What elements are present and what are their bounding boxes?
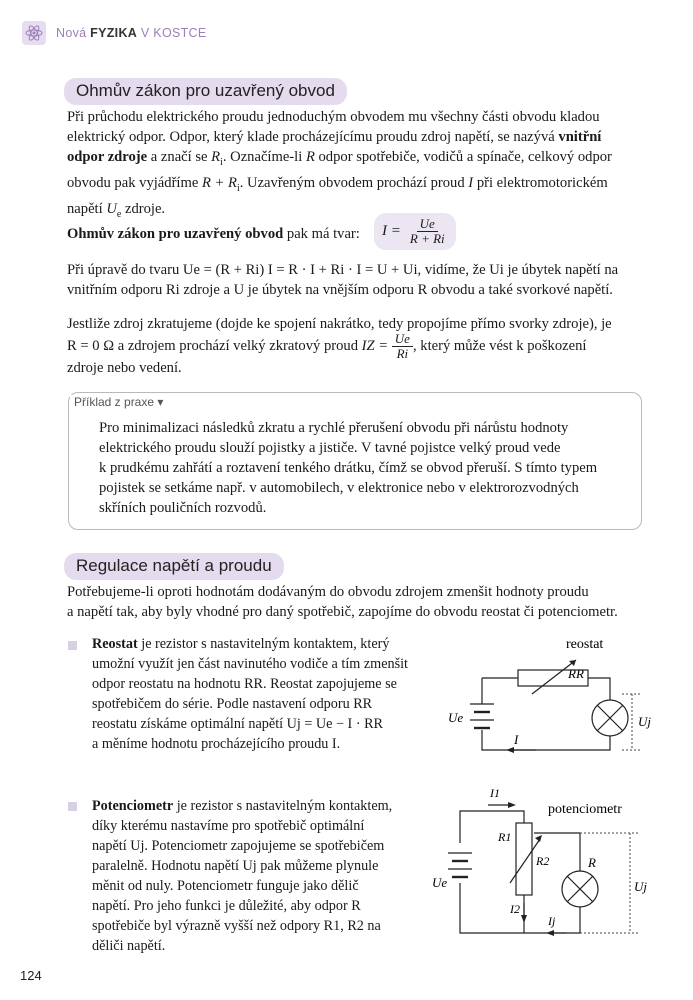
paragraph-regulation-intro: Potřebujeme-li oproti hodnotám dodávaným do obvodu zdrojem zmenšit hodnoty proudu a napětí tak, aby byly vhodné pro daný spotřebič, zapojíme do obvodu reostat či potenciometr.	[67, 584, 618, 620]
paragraph-ohm-derivation: Při úpravě do tvaru Ue = (R + Ri) I = R · I + Ri · I = U + Ui, vidíme, že Ui je úbytek napětí na vnitřním odporu Ri zdroje a U je úbytek na vnějším odporu R obvodu a také svorkové napětí.	[67, 262, 619, 298]
svg-text:I1: I1	[490, 786, 500, 800]
svg-text:I: I	[514, 732, 519, 747]
svg-text:Uj: Uj	[638, 714, 651, 729]
atom-icon	[22, 21, 46, 45]
potenciometr-diagram	[430, 783, 665, 948]
example-tag[interactable]: Příklad z praxe ▾	[70, 395, 167, 409]
svg-text:R2: R2	[536, 854, 550, 868]
ohm-law-equation: I = $\frac{Ue}{R + Ri}$	[374, 213, 456, 250]
reostat-caption: reostat	[566, 637, 604, 652]
svg-text:I2: I2	[510, 902, 520, 916]
reostat-diagram	[440, 628, 660, 758]
section-title-regulation: Regulace napětí a proudu	[64, 553, 284, 580]
potenciometr-text: Potenciometr je rezistor s nastavitelným kontaktem, díky kterému nastavíme pro spotřebič optimální napětí Uj. Potenciometr zapojujeme se spotřebičem paralelně. Hodnotu napětí Uj pak můžeme plynule měnit od nuly. Potenciometr funguje jako dělič napětí. Pro jeho funkci je důležité, aby odpor R spotřebiče byl výrazně vyšší než odpory R1, R2 na děliči napětí.	[92, 798, 393, 954]
bullet-reostat	[68, 641, 77, 650]
page-header	[22, 20, 207, 46]
ohm-law-statement: Ohmův zákon pro uzavřený obvod pak má tvar:	[67, 226, 360, 242]
svg-text:R: R	[588, 855, 596, 870]
reostat-text: Reostat je rezistor s nastavitelným kontaktem, který umožní využít jen část navinutého vodiče a tím zmenšit odpor reostatu na hodnotu RR. Reostat zapojujeme se spotřebičem do série. Podle nastavení odporu RR reostatu získáme optimální napětí Uj = Ue − I · RR a měníme hodnotu procházejícího proudu I.	[92, 636, 408, 752]
example-text: Pro minimalizaci následků zkratu a rychlé přerušení obvodu při nárůstu hodnoty elektrického proudu slouží pojistky a jističe. V tavné pojistce velký proud vede k prudkému zahřátí a roztavení tenkého drátku, čímž se obvod přeruší. S tímto typem pojistek se setkáme např. v automobilech, v elektronice nebo v elektrorozvodných skříních pouličních rozvodů.	[99, 420, 598, 516]
svg-text:potenciometr: potenciometr	[548, 802, 622, 817]
svg-text:Ue: Ue	[448, 710, 464, 725]
svg-text:R1: R1	[498, 830, 512, 844]
svg-text:Ij: Ij	[548, 914, 556, 928]
paragraph-ohm-intro: Při průchodu elektrického proudu jednoduchým obvodem mu všechny části obvodu kladou elektrický odpor. Odpor, který klade procházejícímu proudu zdroj napětí, se nazývá vnitřní odpor zdroje a značí se $R_i$. Označíme-li R odpor spotřebiče, vodičů a spínače, celkový odpor obvodu pak vyjádříme $R + R_i$. Uzavřeným obvodem prochází proud I při elektromotorickém napětí $U_e$ zdroje.	[67, 109, 612, 220]
section-title-ohm: Ohmův zákon pro uzavřený obvod	[64, 78, 347, 105]
svg-text:Uj: Uj	[634, 879, 647, 894]
svg-text:Ue: Ue	[432, 875, 448, 890]
book-title: Nová FYZIKA V KOSTCE	[56, 26, 207, 40]
svg-text:RR: RR	[568, 666, 584, 681]
paragraph-short-circuit: Jestliže zdroj zkratujeme (dojde ke spojení nakrátko, tedy propojíme přímo svorky zdroje), je R = 0 Ω a zdrojem prochází velký zkratový proud IZ = $\frac{Ue}{Ri}$ , který může vést k poškození zdroje nebo vedení.	[67, 316, 612, 376]
page-number: 124	[20, 968, 42, 983]
bullet-potenciometr	[68, 802, 77, 811]
